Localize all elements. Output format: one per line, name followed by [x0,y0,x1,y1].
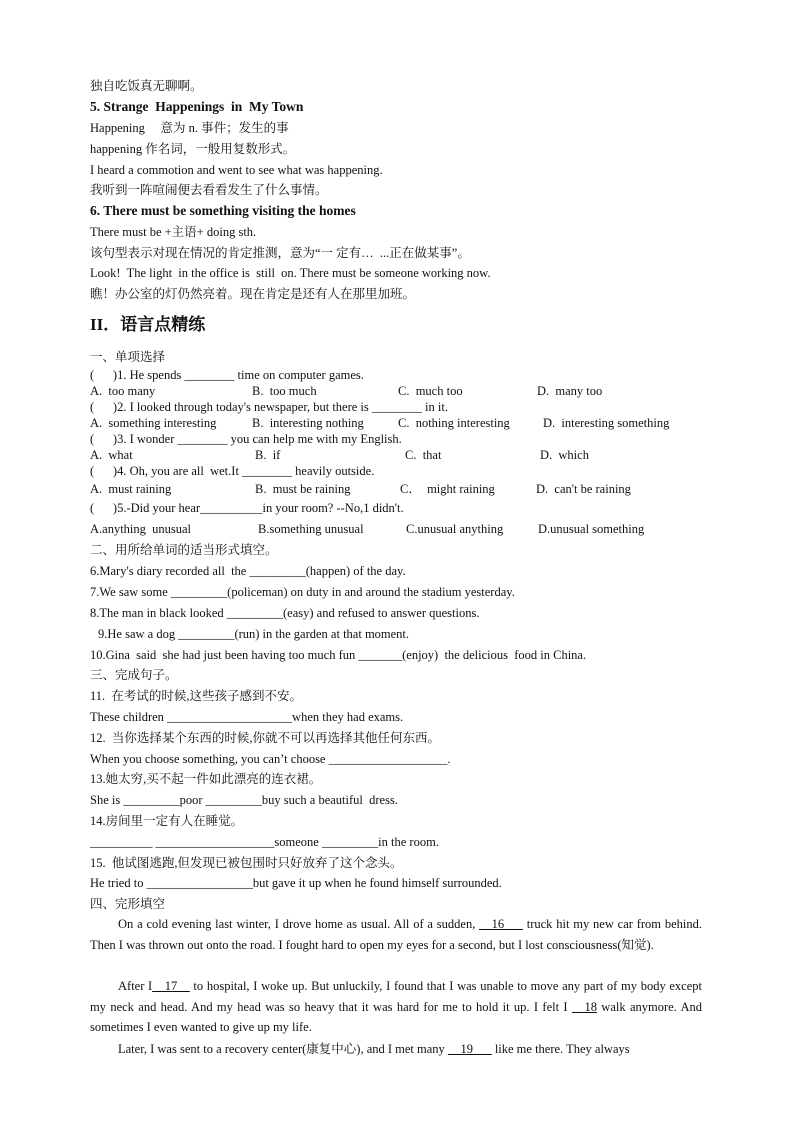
option-c: C. nothing interesting [398,416,510,430]
note-line: 我听到一阵喧闹便去看看发生了什么事情。 [90,183,328,197]
option-b: B. interesting nothing [252,416,364,430]
sentence-en: She is _________poor _________buy such a beautiful dress. [90,793,398,807]
note-line: happening 作名词，一般用复数形式。 [90,142,296,156]
part-title: 三、完成句子。 [90,668,178,682]
option-c: C. much too [398,384,463,398]
option-d: D. many too [537,384,603,398]
sentence-en: When you choose something, you can’t choose ___________________. [90,752,451,766]
sentence-zh: 15. 他试图逃跑,但发现已被包围时只好放弃了这个念头。 [90,856,403,870]
cloze-text: like me there. They always [491,1042,630,1056]
option-a: A. must raining [90,482,172,496]
cloze-blank-16: __16___ [479,917,523,931]
cloze-blank-17: __17__ [152,979,190,993]
heading-5: 5. Strange Happenings in My Town [90,99,304,114]
heading-6: 6. There must be something visiting the homes [90,203,356,218]
part-title: 四、完形填空 [90,897,166,911]
question-stem: ( )4. Oh, you are all wet.It ________ heavily outside. [90,464,375,478]
note-line: Look! The light in the office is still on. There must be someone working now. [90,266,491,280]
question-stem: ( )2. I looked through today's newspaper, but there is ________ in it. [90,400,448,414]
fill-item: 7.We saw some _________(policeman) on duty in and around the stadium yesterday. [90,585,515,599]
option-c: C． might raining [400,482,495,496]
part-title: 一、单项选择 [90,350,166,364]
note-line: There must be +主语+ doing sth. [90,225,257,239]
note-line: 独自吃饭真无聊啊。 [90,79,203,93]
section-title: II．语言点精练 [90,315,206,334]
option-b: B. too much [252,384,317,398]
fill-item: 9.He saw a dog _________(run) in the garden at that moment. [98,627,410,641]
cloze-paragraph [90,1039,702,1060]
fill-item: 8.The man in black looked _________(easy) and refused to answer questions. [90,606,480,620]
cloze-blank-19: __19___ [447,1042,492,1056]
note-line: I heard a commotion and went to see what was happening. [90,163,383,177]
option-d: D. can't be raining [536,482,631,496]
option-a: A. what [90,448,133,462]
cloze-text: Later, I was sent to a recovery center(康复中心), and I met many [118,1042,448,1056]
cloze-paragraph [90,976,702,1038]
option-b: B. must be raining [255,482,351,496]
sentence-zh: 14.房间里一定有人在睡觉。 [90,814,244,828]
note-line: 该句型表示对现在情况的肯定推测，意为“一 定有… ...正在做某事”。 [90,246,470,260]
cloze-text: walk anymore. And sometimes I even wanted to give up my life. [90,999,702,1034]
question-stem: ( )1. He spends ________ time on computer games. [90,368,364,382]
sentence-zh: 11. 在考试的时候,这些孩子感到不安。 [90,689,303,703]
fill-item: 10.Gina said she had just been having too much fun _______(enjoy) the delicious food in China. [90,648,587,662]
cloze-text: On a cold evening last winter, I drove home as usual. All of a sudden, [118,917,480,931]
option-c: C. that [405,448,442,462]
note-line: 瞧！办公室的灯仍然亮着。现在肯定是还有人在那里加班。 [90,287,416,301]
option-a: A. too many [90,384,156,398]
cloze-text: After I [118,979,153,993]
fill-item: 6.Mary's diary recorded all the _________(happen) of the day. [90,564,406,578]
option-b: B. if [255,448,281,462]
option-a: A.anything unusual [90,522,192,536]
sentence-zh: 12. 当你选择某个东西的时候,你就不可以再选择其他任何东西。 [90,731,441,745]
question-stem: ( )5.-Did your hear__________in your room? --No,1 didn't. [90,501,404,515]
sentence-en: He tried to _________________but gave it up when he found himself surrounded. [90,876,502,890]
cloze-blank-18: __18 [571,999,597,1014]
cloze-paragraph [90,914,702,955]
cloze-text: truck hit my new car from behind. Then I was thrown out onto the road. I fought hard to open my eyes for a second, but I lost consciousness(知觉). [90,917,702,952]
cloze-text: to hospital, I woke up. But unluckily, I found that I was unable to move any part of my body except my neck and head. And my head was so heavy that it was hard for me to hold it up. I felt I [90,979,702,1014]
sentence-en: These children ____________________when they had exams. [90,710,404,724]
option-a: A. something interesting [90,416,217,430]
part-title: 二、用所给单词的适当形式填空。 [90,543,278,557]
sentence-zh: 13.她太穷,买不起一件如此漂亮的连衣裙。 [90,772,322,786]
option-d: D. which [540,448,589,462]
note-line: Happening 意为 n. 事件；发生的事 [90,121,289,135]
sentence-en: __________ ___________________someone _________in the room. [90,835,439,849]
option-c: C.unusual anything [406,522,504,536]
option-d: D. interesting something [543,416,670,430]
question-stem: ( )3. I wonder ________ you can help me with my English. [90,432,402,446]
option-b: B.something unusual [258,522,364,536]
option-d: D.unusual something [538,522,645,536]
